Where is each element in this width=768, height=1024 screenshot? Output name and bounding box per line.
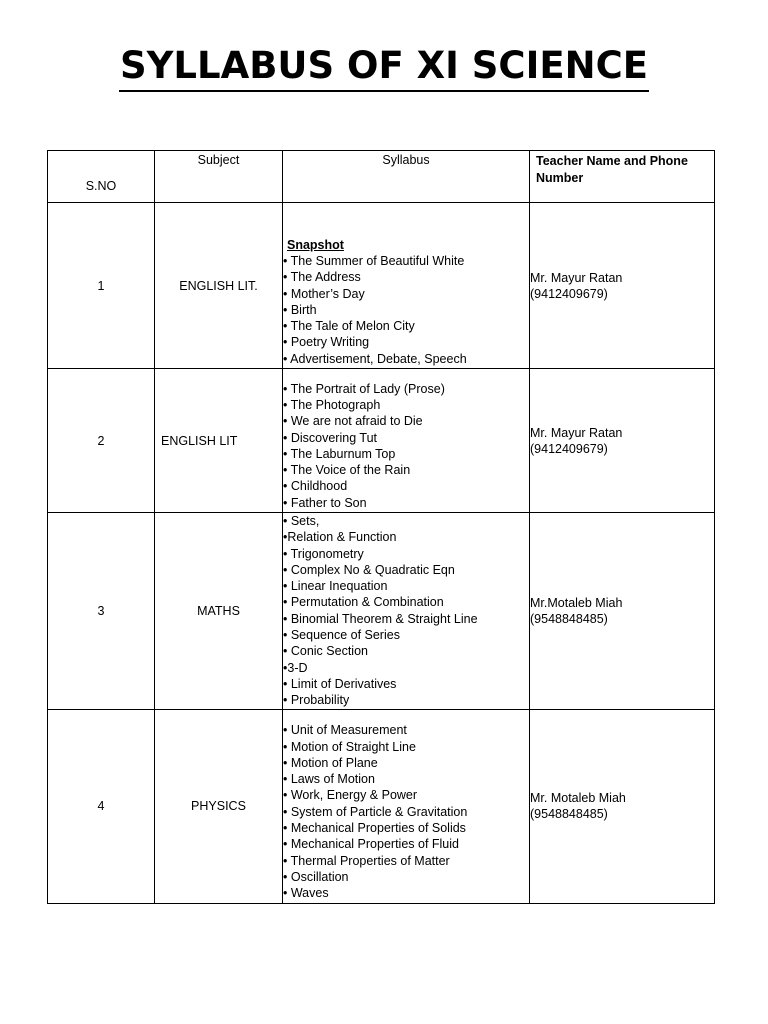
list-item: • Complex No & Quadratic Eqn — [283, 562, 455, 577]
list-item: • The Laburnum Top — [283, 446, 396, 461]
list-item: • Laws of Motion — [283, 772, 375, 787]
row-syllabus — [283, 203, 530, 369]
list-item: • The Address — [283, 270, 361, 285]
list-item: • Trigonometry — [283, 546, 364, 561]
row-subject: MATHS — [155, 513, 283, 710]
list-item: • Motion of Plane — [283, 755, 378, 770]
list-item: • The Summer of Beautiful White — [283, 253, 465, 268]
teacher-phone: (9412409679) — [530, 441, 608, 456]
list-item: • Mechanical Properties of Fluid — [283, 837, 459, 852]
teacher-phone: (9548848485) — [530, 807, 608, 822]
list-item: • Unit of Measurement — [283, 723, 407, 738]
table-row — [48, 203, 715, 369]
syllabus-table — [47, 150, 715, 904]
header-teacher: Teacher Name and Phone Number — [530, 151, 715, 203]
row-teacher — [530, 203, 715, 369]
list-item: • Linear Inequation — [283, 579, 388, 594]
teacher-name: Mr. Mayur Ratan — [530, 270, 623, 285]
list-item: • Oscillation — [283, 869, 349, 884]
list-item: • Permutation & Combination — [283, 595, 444, 610]
table-row — [48, 513, 715, 710]
row-subject: ENGLISH LIT — [155, 369, 283, 513]
list-item: • The Tale of Melon City — [283, 319, 415, 334]
row-sno: 3 — [48, 513, 155, 710]
row-sno: 2 — [48, 369, 155, 513]
list-item: • Childhood — [283, 479, 348, 494]
list-item: • Mechanical Properties of Solids — [283, 821, 466, 836]
row-teacher — [530, 513, 715, 710]
syllabus-list — [283, 513, 529, 709]
list-item: • Birth — [283, 302, 317, 317]
row-syllabus — [283, 369, 530, 513]
list-item: • Motion of Straight Line — [283, 739, 416, 754]
row-subject: ENGLISH LIT. — [155, 203, 283, 369]
table-header-row — [48, 151, 715, 203]
syllabus-list — [283, 722, 529, 901]
teacher-phone: (9548848485) — [530, 611, 608, 626]
header-sno: S.NO — [48, 151, 155, 203]
page-title-wrapper — [0, 42, 768, 92]
list-item: • Father to Son — [283, 495, 367, 510]
list-item: • The Photograph — [283, 397, 381, 412]
list-item: •3-D — [283, 660, 308, 675]
list-item: •Relation & Function — [283, 530, 397, 545]
teacher-name: Mr. Motaleb Miah — [530, 791, 626, 806]
page-title: SYLLABUS OF XI SCIENCE — [119, 42, 649, 92]
list-item: • Limit of Derivatives — [283, 676, 397, 691]
row-sno: 1 — [48, 203, 155, 369]
syllabus-list — [283, 381, 529, 511]
list-item: • The Portrait of Lady (Prose) — [283, 381, 445, 396]
header-syllabus: Syllabus — [283, 151, 530, 203]
list-item: • Work, Energy & Power — [283, 788, 418, 803]
row-teacher — [530, 709, 715, 903]
list-item: • Sequence of Series — [283, 628, 400, 643]
list-item: • Thermal Properties of Matter — [283, 853, 450, 868]
row-teacher — [530, 369, 715, 513]
list-item: • Waves — [283, 886, 329, 901]
teacher-name: Mr. Mayur Ratan — [530, 425, 623, 440]
list-item: • Advertisement, Debate, Speech — [283, 351, 467, 366]
list-item: • Probability — [283, 693, 350, 708]
list-item: • The Voice of the Rain — [283, 463, 411, 478]
list-item: • System of Particle & Gravitation — [283, 804, 468, 819]
list-item: • Binomial Theorem & Straight Line — [283, 611, 478, 626]
list-item: • Mother’s Day — [283, 286, 365, 301]
table-row — [48, 709, 715, 903]
row-subject: PHYSICS — [155, 709, 283, 903]
row-syllabus — [283, 513, 530, 710]
header-subject: Subject — [155, 151, 283, 203]
section-heading: Snapshot — [287, 237, 344, 252]
row-syllabus — [283, 709, 530, 903]
list-item: • Poetry Writing — [283, 335, 370, 350]
list-item: • Conic Section — [283, 644, 368, 659]
table-row — [48, 369, 715, 513]
teacher-name: Mr.Motaleb Miah — [530, 595, 623, 610]
teacher-phone: (9412409679) — [530, 286, 608, 301]
syllabus-list — [283, 253, 529, 367]
row-sno: 4 — [48, 709, 155, 903]
list-item: • We are not afraid to Die — [283, 414, 423, 429]
list-item: • Discovering Tut — [283, 430, 377, 445]
list-item: • Sets, — [283, 514, 320, 528]
